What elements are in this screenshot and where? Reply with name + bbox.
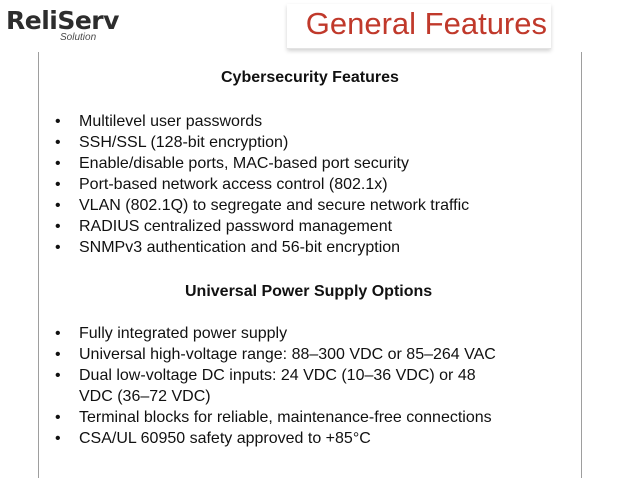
list-item: • Universal high-voltage range: 88–300 VDC or 85–264 VAC [55, 344, 496, 365]
list-item: • VLAN (802.1Q) to segregate and secure network traffic [55, 195, 469, 216]
list-item: • Dual low-voltage DC inputs: 24 VDC (10–36 VDC) or 48 [55, 365, 496, 386]
slide-title: General Features [305, 6, 547, 41]
logo-main-text: ReliServ [6, 6, 119, 35]
power-supply-heading: Universal Power Supply Options [185, 283, 433, 300]
list-item-continuation: VDC (36–72 VDC) [79, 388, 211, 405]
list-item: • CSA/UL 60950 safety approved to +85°C [55, 428, 496, 449]
list-item: • RADIUS centralized password management [55, 216, 469, 237]
list-item: • Terminal blocks for reliable, maintenance-free connections [55, 407, 496, 428]
list-item: • Fully integrated power supply [55, 323, 496, 344]
power-supply-list [55, 323, 496, 449]
list-item: • SSH/SSL (128-bit encryption) [55, 132, 469, 153]
cybersecurity-list [55, 111, 469, 258]
cybersecurity-heading: Cybersecurity Features [221, 69, 399, 86]
list-item: • Enable/disable ports, MAC-based port security [55, 153, 469, 174]
list-item: • Multilevel user passwords [55, 111, 469, 132]
list-item: • SNMPv3 authentication and 56-bit encryption [55, 237, 469, 258]
list-item: • Port-based network access control (802.1x) [55, 174, 469, 195]
logo-sub-text: Solution [60, 32, 97, 43]
